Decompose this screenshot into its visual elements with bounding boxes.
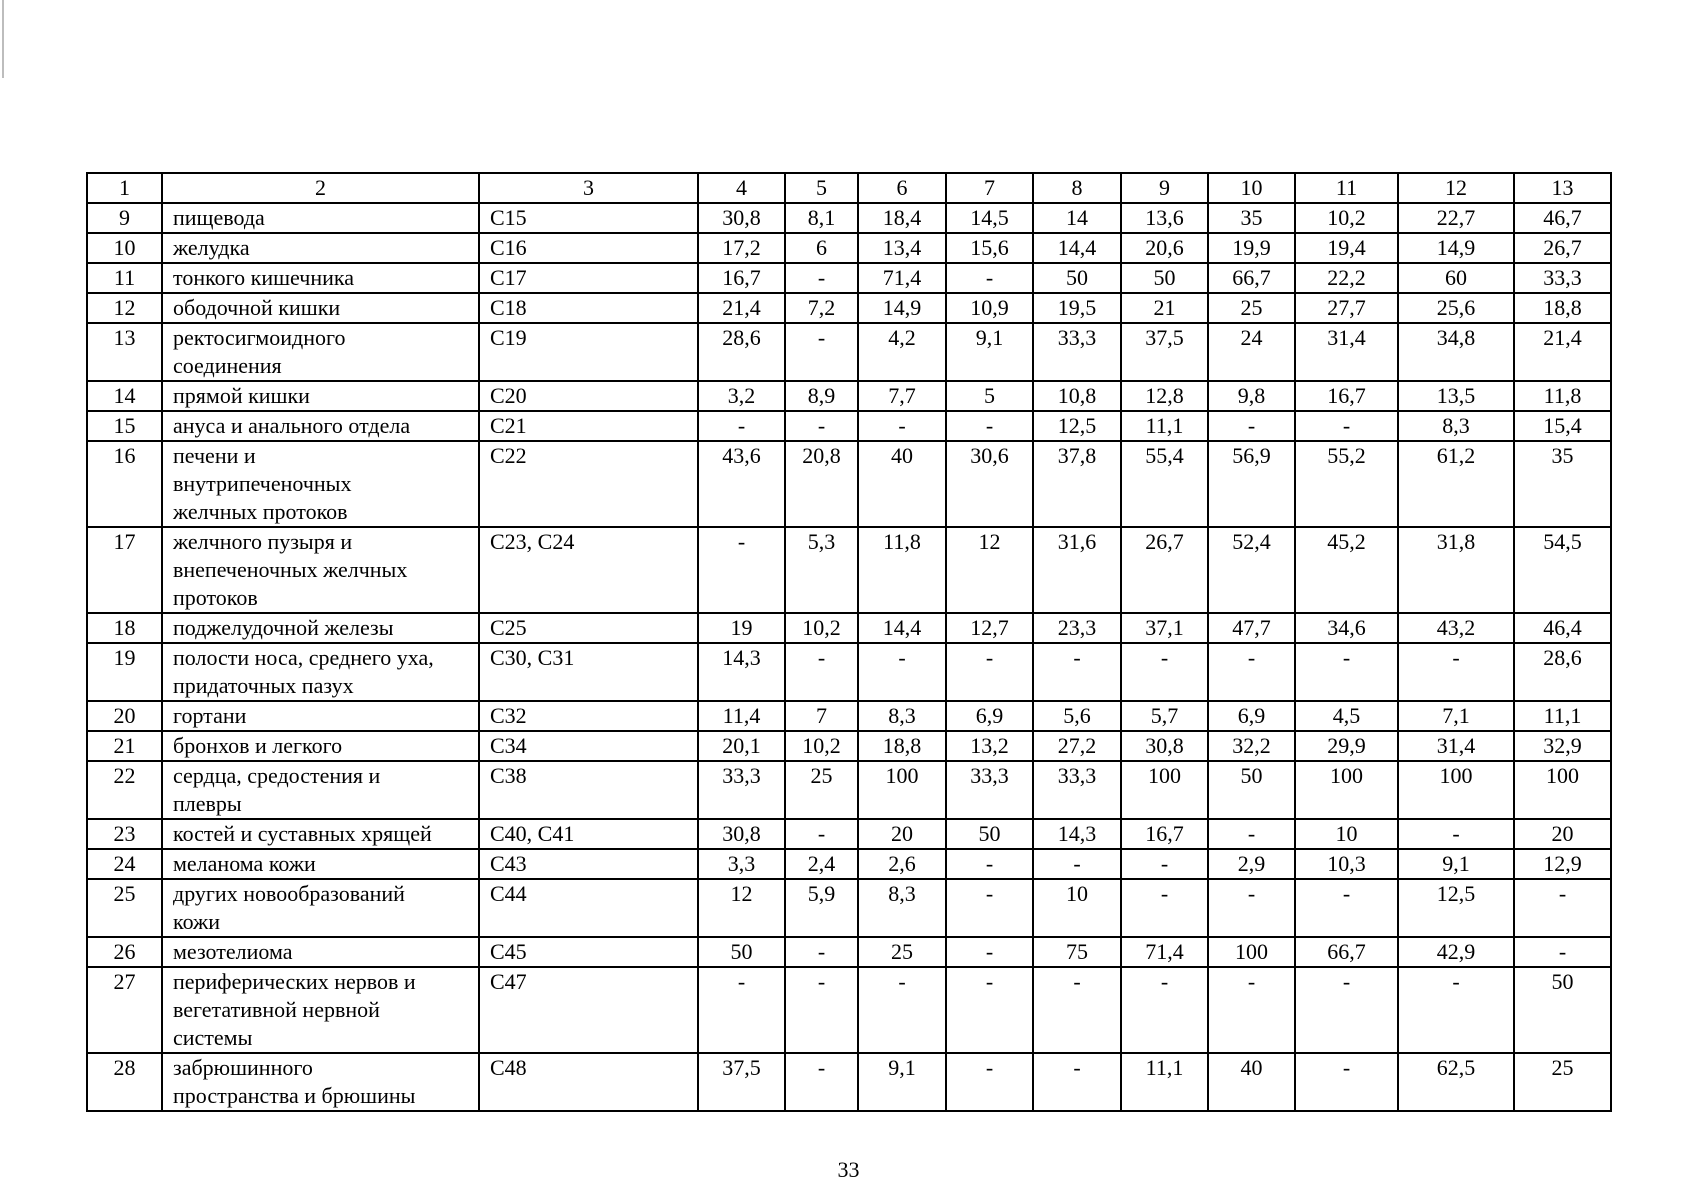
value-cell: -	[1033, 643, 1121, 701]
column-header: 3	[479, 173, 698, 203]
icd-code: C17	[479, 263, 698, 293]
tumor-site: пищевода	[162, 203, 479, 233]
value-cell: 62,5	[1398, 1053, 1514, 1111]
value-cell: -	[785, 411, 858, 441]
icd-code: C16	[479, 233, 698, 263]
value-cell: -	[1398, 643, 1514, 701]
column-header: 6	[858, 173, 946, 203]
value-cell: 14,9	[1398, 233, 1514, 263]
row-number: 26	[87, 937, 162, 967]
value-cell: 5,9	[785, 879, 858, 937]
table-row	[87, 613, 1611, 643]
value-cell: 14,5	[946, 203, 1033, 233]
value-cell: 8,3	[858, 701, 946, 731]
value-cell: 26,7	[1514, 233, 1611, 263]
header-row	[87, 173, 1611, 203]
value-cell: 30,8	[698, 819, 785, 849]
value-cell: 7,7	[858, 381, 946, 411]
value-cell: 9,1	[858, 1053, 946, 1111]
value-cell: 12	[698, 879, 785, 937]
table-row	[87, 323, 1611, 381]
value-cell: 75	[1033, 937, 1121, 967]
value-cell: 55,4	[1121, 441, 1208, 527]
value-cell: 34,6	[1295, 613, 1398, 643]
value-cell: 19,5	[1033, 293, 1121, 323]
value-cell: 12,5	[1033, 411, 1121, 441]
value-cell: -	[1514, 879, 1611, 937]
value-cell: 56,9	[1208, 441, 1295, 527]
value-cell: -	[1208, 411, 1295, 441]
value-cell: 40	[1208, 1053, 1295, 1111]
value-cell: 7,1	[1398, 701, 1514, 731]
value-cell: 4,5	[1295, 701, 1398, 731]
icd-code: C15	[479, 203, 698, 233]
value-cell: 12	[946, 527, 1033, 613]
value-cell: 10	[1033, 879, 1121, 937]
value-cell: 33,3	[946, 761, 1033, 819]
value-cell: 100	[1121, 761, 1208, 819]
value-cell: -	[785, 967, 858, 1053]
value-cell: 20,6	[1121, 233, 1208, 263]
value-cell: -	[698, 411, 785, 441]
row-number: 19	[87, 643, 162, 701]
column-header: 7	[946, 173, 1033, 203]
row-number: 14	[87, 381, 162, 411]
value-cell: 11,1	[1121, 411, 1208, 441]
value-cell: -	[1295, 643, 1398, 701]
value-cell: 20	[858, 819, 946, 849]
value-cell: 33,3	[698, 761, 785, 819]
value-cell: 71,4	[1121, 937, 1208, 967]
value-cell: 6,9	[946, 701, 1033, 731]
tumor-site: сердца, средостения и плевры	[162, 761, 479, 819]
column-header: 8	[1033, 173, 1121, 203]
value-cell: 35	[1514, 441, 1611, 527]
value-cell: 37,1	[1121, 613, 1208, 643]
tumor-site: ректосигмоидного соединения	[162, 323, 479, 381]
table-row	[87, 937, 1611, 967]
value-cell: 12,9	[1514, 849, 1611, 879]
table-row	[87, 643, 1611, 701]
value-cell: 8,9	[785, 381, 858, 411]
value-cell: -	[946, 643, 1033, 701]
row-number: 11	[87, 263, 162, 293]
value-cell: 100	[1295, 761, 1398, 819]
value-cell: 31,4	[1398, 731, 1514, 761]
value-cell: 19,9	[1208, 233, 1295, 263]
icd-code: C47	[479, 967, 698, 1053]
value-cell: -	[1295, 879, 1398, 937]
tumor-site: тонкого кишечника	[162, 263, 479, 293]
value-cell: 25	[1514, 1053, 1611, 1111]
value-cell: 40	[858, 441, 946, 527]
table-row	[87, 849, 1611, 879]
table-body	[87, 173, 1611, 1111]
value-cell: 13,5	[1398, 381, 1514, 411]
value-cell: 11,8	[1514, 381, 1611, 411]
tumor-site: костей и суставных хрящей	[162, 819, 479, 849]
value-cell: 8,3	[1398, 411, 1514, 441]
value-cell: 13,6	[1121, 203, 1208, 233]
column-header: 13	[1514, 173, 1611, 203]
icd-code: C38	[479, 761, 698, 819]
value-cell: 30,8	[1121, 731, 1208, 761]
value-cell: -	[946, 967, 1033, 1053]
tumor-site: периферических нервов и вегетативной нервной системы	[162, 967, 479, 1053]
tumor-site: печени и внутрипеченочных желчных протоков	[162, 441, 479, 527]
value-cell: 10,2	[785, 731, 858, 761]
value-cell: 55,2	[1295, 441, 1398, 527]
value-cell: 7,2	[785, 293, 858, 323]
tumor-site: желудка	[162, 233, 479, 263]
value-cell: 18,8	[858, 731, 946, 761]
table-row	[87, 233, 1611, 263]
value-cell: 21,4	[1514, 323, 1611, 381]
column-header: 1	[87, 173, 162, 203]
value-cell: 100	[1208, 937, 1295, 967]
value-cell: 14,4	[858, 613, 946, 643]
value-cell: 5,6	[1033, 701, 1121, 731]
icd-code: C18	[479, 293, 698, 323]
value-cell: -	[946, 1053, 1033, 1111]
table-row	[87, 701, 1611, 731]
value-cell: 25	[785, 761, 858, 819]
icd-code: C21	[479, 411, 698, 441]
value-cell: -	[785, 1053, 858, 1111]
value-cell: 9,8	[1208, 381, 1295, 411]
icd-code: C23, C24	[479, 527, 698, 613]
value-cell: -	[1398, 819, 1514, 849]
value-cell: 7	[785, 701, 858, 731]
icd-code: C45	[479, 937, 698, 967]
value-cell: 19	[698, 613, 785, 643]
value-cell: -	[1208, 967, 1295, 1053]
tumor-site: гортани	[162, 701, 479, 731]
value-cell: 31,8	[1398, 527, 1514, 613]
column-header: 10	[1208, 173, 1295, 203]
value-cell: 32,2	[1208, 731, 1295, 761]
value-cell: 11,4	[698, 701, 785, 731]
column-header: 11	[1295, 173, 1398, 203]
value-cell: 2,4	[785, 849, 858, 879]
value-cell: 66,7	[1208, 263, 1295, 293]
value-cell: 31,6	[1033, 527, 1121, 613]
row-number: 25	[87, 879, 162, 937]
value-cell: 12,5	[1398, 879, 1514, 937]
column-header: 4	[698, 173, 785, 203]
table-row	[87, 1053, 1611, 1111]
value-cell: 43,2	[1398, 613, 1514, 643]
value-cell: 31,4	[1295, 323, 1398, 381]
value-cell: -	[785, 643, 858, 701]
value-cell: 100	[1398, 761, 1514, 819]
value-cell: 37,5	[698, 1053, 785, 1111]
value-cell: 33,3	[1514, 263, 1611, 293]
value-cell: 24	[1208, 323, 1295, 381]
table-row	[87, 293, 1611, 323]
value-cell: 32,9	[1514, 731, 1611, 761]
value-cell: 60	[1398, 263, 1514, 293]
icd-code: C19	[479, 323, 698, 381]
data-table	[86, 172, 1612, 1112]
value-cell: 16,7	[1121, 819, 1208, 849]
value-cell: 46,7	[1514, 203, 1611, 233]
value-cell: 71,4	[858, 263, 946, 293]
value-cell: -	[785, 323, 858, 381]
value-cell: 5,3	[785, 527, 858, 613]
icd-code: C44	[479, 879, 698, 937]
value-cell: 35	[1208, 203, 1295, 233]
value-cell: 18,8	[1514, 293, 1611, 323]
tumor-site: бронхов и легкого	[162, 731, 479, 761]
row-number: 16	[87, 441, 162, 527]
value-cell: 18,4	[858, 203, 946, 233]
value-cell: 47,7	[1208, 613, 1295, 643]
column-header: 9	[1121, 173, 1208, 203]
icd-code: C43	[479, 849, 698, 879]
value-cell: 20,8	[785, 441, 858, 527]
value-cell: 26,7	[1121, 527, 1208, 613]
column-header: 2	[162, 173, 479, 203]
value-cell: 10,9	[946, 293, 1033, 323]
value-cell: -	[785, 819, 858, 849]
tumor-site: желчного пузыря и внепеченочных желчных протоков	[162, 527, 479, 613]
value-cell: 10	[1295, 819, 1398, 849]
value-cell: 22,2	[1295, 263, 1398, 293]
icd-code: C32	[479, 701, 698, 731]
table-row	[87, 441, 1611, 527]
value-cell: 16,7	[698, 263, 785, 293]
value-cell: 25,6	[1398, 293, 1514, 323]
table-row	[87, 381, 1611, 411]
value-cell: -	[946, 411, 1033, 441]
row-number: 27	[87, 967, 162, 1053]
page-number: 33	[837, 1157, 860, 1182]
value-cell: 10,2	[785, 613, 858, 643]
value-cell: 8,3	[858, 879, 946, 937]
value-cell: -	[698, 527, 785, 613]
value-cell: -	[1121, 849, 1208, 879]
icd-code: C34	[479, 731, 698, 761]
value-cell: 50	[1033, 263, 1121, 293]
value-cell: 50	[698, 937, 785, 967]
value-cell: -	[858, 411, 946, 441]
row-number: 13	[87, 323, 162, 381]
tumor-site: меланома кожи	[162, 849, 479, 879]
icd-code: C25	[479, 613, 698, 643]
value-cell: 10,8	[1033, 381, 1121, 411]
value-cell: -	[858, 643, 946, 701]
value-cell: 5,7	[1121, 701, 1208, 731]
value-cell: -	[1208, 643, 1295, 701]
value-cell: 27,7	[1295, 293, 1398, 323]
value-cell: 21,4	[698, 293, 785, 323]
row-number: 9	[87, 203, 162, 233]
value-cell: 42,9	[1398, 937, 1514, 967]
table-row	[87, 527, 1611, 613]
value-cell: -	[1295, 1053, 1398, 1111]
value-cell: 12,7	[946, 613, 1033, 643]
icd-code: C20	[479, 381, 698, 411]
value-cell: -	[1514, 937, 1611, 967]
value-cell: 13,4	[858, 233, 946, 263]
value-cell: 25	[858, 937, 946, 967]
value-cell: 14,9	[858, 293, 946, 323]
value-cell: 9,1	[946, 323, 1033, 381]
value-cell: -	[1033, 1053, 1121, 1111]
value-cell: 45,2	[1295, 527, 1398, 613]
value-cell: 28,6	[698, 323, 785, 381]
value-cell: 14	[1033, 203, 1121, 233]
value-cell: 13,2	[946, 731, 1033, 761]
value-cell: -	[1121, 967, 1208, 1053]
row-number: 23	[87, 819, 162, 849]
column-header: 5	[785, 173, 858, 203]
value-cell: 16,7	[1295, 381, 1398, 411]
value-cell: -	[858, 967, 946, 1053]
row-number: 15	[87, 411, 162, 441]
value-cell: 54,5	[1514, 527, 1611, 613]
value-cell: 19,4	[1295, 233, 1398, 263]
value-cell: -	[946, 879, 1033, 937]
tumor-site: мезотелиома	[162, 937, 479, 967]
value-cell: 27,2	[1033, 731, 1121, 761]
value-cell: 14,3	[1033, 819, 1121, 849]
value-cell: 14,3	[698, 643, 785, 701]
value-cell: 20	[1514, 819, 1611, 849]
value-cell: 29,9	[1295, 731, 1398, 761]
value-cell: 2,9	[1208, 849, 1295, 879]
value-cell: 6,9	[1208, 701, 1295, 731]
value-cell: 15,6	[946, 233, 1033, 263]
value-cell: 61,2	[1398, 441, 1514, 527]
value-cell: -	[1208, 879, 1295, 937]
icd-code: C40, C41	[479, 819, 698, 849]
value-cell: 2,6	[858, 849, 946, 879]
tumor-site: поджелудочной железы	[162, 613, 479, 643]
value-cell: 50	[1514, 967, 1611, 1053]
value-cell: 12,8	[1121, 381, 1208, 411]
tumor-site: забрюшинного пространства и брюшины	[162, 1053, 479, 1111]
value-cell: 15,4	[1514, 411, 1611, 441]
value-cell: -	[1033, 849, 1121, 879]
value-cell: 9,1	[1398, 849, 1514, 879]
value-cell: 5	[946, 381, 1033, 411]
row-number: 12	[87, 293, 162, 323]
tumor-site: ануса и анального отдела	[162, 411, 479, 441]
value-cell: 6	[785, 233, 858, 263]
value-cell: 3,2	[698, 381, 785, 411]
table-row	[87, 879, 1611, 937]
value-cell: -	[1121, 879, 1208, 937]
column-header: 12	[1398, 173, 1514, 203]
row-number: 28	[87, 1053, 162, 1111]
value-cell: -	[785, 263, 858, 293]
value-cell: 11,1	[1514, 701, 1611, 731]
tumor-site: других новообразований кожи	[162, 879, 479, 937]
value-cell: 4,2	[858, 323, 946, 381]
tumor-site: полости носа, среднего уха, придаточных пазух	[162, 643, 479, 701]
value-cell: 100	[858, 761, 946, 819]
table-row	[87, 761, 1611, 819]
value-cell: 52,4	[1208, 527, 1295, 613]
value-cell: 43,6	[698, 441, 785, 527]
value-cell: 100	[1514, 761, 1611, 819]
table-row	[87, 203, 1611, 233]
value-cell: 30,6	[946, 441, 1033, 527]
value-cell: 50	[946, 819, 1033, 849]
value-cell: 37,8	[1033, 441, 1121, 527]
value-cell: -	[1295, 411, 1398, 441]
table-row	[87, 819, 1611, 849]
row-number: 22	[87, 761, 162, 819]
value-cell: 23,3	[1033, 613, 1121, 643]
value-cell: 25	[1208, 293, 1295, 323]
value-cell: -	[1121, 643, 1208, 701]
value-cell: 11,1	[1121, 1053, 1208, 1111]
value-cell: 3,3	[698, 849, 785, 879]
value-cell: 30,8	[698, 203, 785, 233]
value-cell: 28,6	[1514, 643, 1611, 701]
row-number: 18	[87, 613, 162, 643]
value-cell: 46,4	[1514, 613, 1611, 643]
table-row	[87, 411, 1611, 441]
icd-code: C48	[479, 1053, 698, 1111]
value-cell: 10,2	[1295, 203, 1398, 233]
value-cell: 14,4	[1033, 233, 1121, 263]
icd-code: C22	[479, 441, 698, 527]
value-cell: -	[785, 937, 858, 967]
value-cell: 33,3	[1033, 323, 1121, 381]
row-number: 20	[87, 701, 162, 731]
tumor-site: прямой кишки	[162, 381, 479, 411]
row-number: 17	[87, 527, 162, 613]
table-row	[87, 731, 1611, 761]
table-row	[87, 967, 1611, 1053]
value-cell: 10,3	[1295, 849, 1398, 879]
value-cell: 66,7	[1295, 937, 1398, 967]
value-cell: -	[1033, 967, 1121, 1053]
value-cell: 11,8	[858, 527, 946, 613]
value-cell: -	[1208, 819, 1295, 849]
value-cell: -	[1295, 967, 1398, 1053]
scan-edge-line	[2, 0, 4, 78]
row-number: 10	[87, 233, 162, 263]
tumor-site: ободочной кишки	[162, 293, 479, 323]
value-cell: 50	[1208, 761, 1295, 819]
row-number: 24	[87, 849, 162, 879]
value-cell: -	[698, 967, 785, 1053]
value-cell: 50	[1121, 263, 1208, 293]
value-cell: -	[1398, 967, 1514, 1053]
icd-code: C30, C31	[479, 643, 698, 701]
value-cell: 34,8	[1398, 323, 1514, 381]
value-cell: 17,2	[698, 233, 785, 263]
value-cell: -	[946, 263, 1033, 293]
value-cell: 21	[1121, 293, 1208, 323]
row-number: 21	[87, 731, 162, 761]
value-cell: 37,5	[1121, 323, 1208, 381]
value-cell: 8,1	[785, 203, 858, 233]
value-cell: -	[946, 849, 1033, 879]
value-cell: -	[946, 937, 1033, 967]
value-cell: 33,3	[1033, 761, 1121, 819]
value-cell: 22,7	[1398, 203, 1514, 233]
value-cell: 20,1	[698, 731, 785, 761]
table-row	[87, 263, 1611, 293]
